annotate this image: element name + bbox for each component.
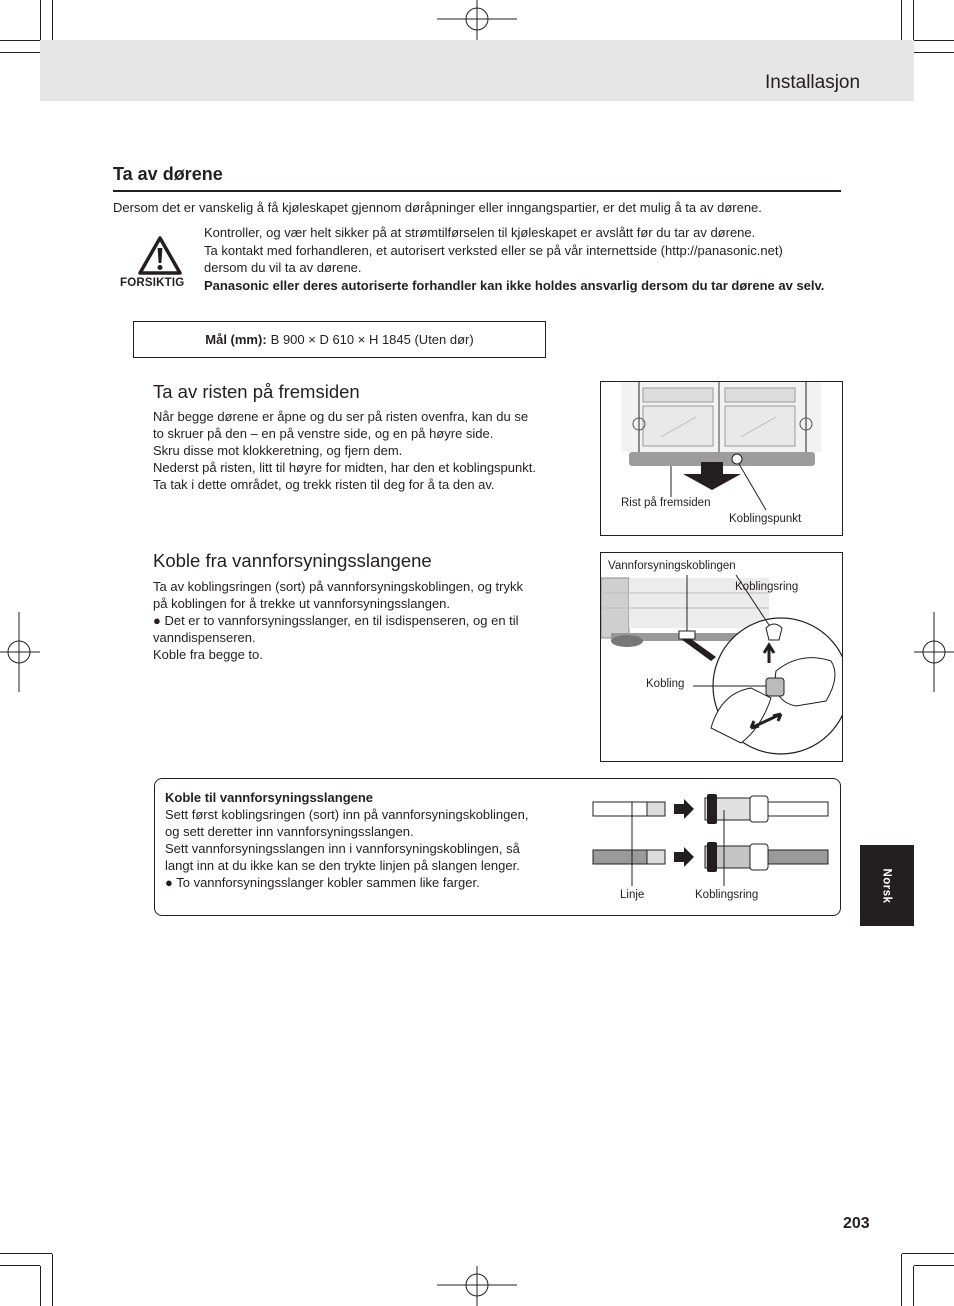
page-number: 203 <box>843 1215 870 1232</box>
crop-mark <box>913 1266 914 1306</box>
text-line: ● To vannforsyningsslanger kobler sammen like farger. <box>165 875 480 890</box>
registration-mark-bottom <box>437 1266 517 1306</box>
warning-triangle-icon <box>138 236 182 276</box>
label-coupling-ring-2: Koblingsring <box>695 889 759 901</box>
grille-illustration <box>601 382 843 536</box>
text-line: langt inn at du ikke kan se den trykte linjen på slangen lenger. <box>165 858 520 873</box>
crop-mark <box>913 0 914 40</box>
section-title: Installasjon <box>765 72 861 93</box>
crop-mark <box>0 1253 52 1254</box>
disconnect-section-text <box>153 578 523 663</box>
text-line: to skruer på den – en på venstre side, og en på høyre side. <box>153 426 494 441</box>
crop-mark <box>901 1254 902 1306</box>
text-line: Sett vannforsyningsslangen inn i vannforsyningskoblingen, så <box>165 841 520 856</box>
dimensions-box <box>133 321 546 358</box>
language-tab <box>860 845 914 926</box>
caution-line: Ta kontakt med forhandleren, et autorisert verksted eller se på vår internettside (http://panasonic.net) <box>204 242 783 258</box>
grille-section-title: Ta av risten på fremsiden <box>153 381 360 402</box>
text-line: vanndispenseren. <box>153 630 256 645</box>
text-line: på koblingen for å trekke ut vannforsyningsslangen. <box>153 596 451 611</box>
text-line: Ta av koblingsringen (sort) på vannforsyningskoblingen, og trykk <box>153 579 523 594</box>
crop-mark <box>52 1254 53 1306</box>
grille-section-text <box>153 408 536 493</box>
heading-rule <box>113 190 841 192</box>
intro-text: Dersom det er vanskelig å få kjøleskapet gjennom døråpninger eller inngangspartier, er det mulig å ta av dørene. <box>113 200 762 215</box>
registration-mark-right <box>914 612 954 692</box>
registration-mark-top <box>437 0 517 40</box>
dimensions-label: Mål (mm): <box>205 332 267 347</box>
crop-mark <box>40 1266 41 1306</box>
disconnect-section-title: Koble fra vannforsyningsslangene <box>153 550 432 571</box>
crop-mark <box>40 0 41 40</box>
text-line: Når begge dørene er åpne og du ser på risten ovenfra, kan du se <box>153 409 529 424</box>
caution-label: FORSIKTIG <box>120 277 185 289</box>
caution-line: Kontroller, og vær helt sikker på at strømtilførselen til kjøleskapet er avslått før du tar av dørene. <box>204 225 756 240</box>
language-tab-label: Norsk <box>880 867 893 904</box>
crop-mark <box>0 40 40 41</box>
label-coupling-ring: Koblingsring <box>735 581 799 593</box>
crop-mark <box>914 40 954 41</box>
caution-line: dersom du vil ta av dørene. <box>204 260 362 275</box>
disconnect-illustration <box>601 553 843 762</box>
page-heading: Ta av dørene <box>113 164 223 184</box>
crop-mark <box>902 1253 954 1254</box>
registration-mark-left <box>0 612 40 692</box>
crop-mark <box>914 1265 954 1266</box>
text-line: ● Det er to vannforsyningsslanger, en til isdispenseren, og en til <box>153 613 519 628</box>
connect-title: Koble til vannforsyningsslangene <box>165 790 374 805</box>
label-water-fitting: Vannforsyningskoblingen <box>608 560 736 572</box>
text-line: Skru disse mot klokkeretning, og fjern dem. <box>153 443 403 458</box>
text-line: og sett deretter inn vannforsyningsslangen. <box>165 824 414 839</box>
label-connector: Kobling <box>646 678 685 690</box>
disconnect-figure <box>600 552 843 762</box>
label-line: Linje <box>620 889 645 901</box>
caution-text <box>204 224 844 294</box>
text-line: Nederst på risten, litt til høyre for midten, har den et koblingspunkt. <box>153 460 536 475</box>
connect-info-text <box>165 789 528 891</box>
text-line: Ta tak i dette området, og trekk risten til deg for å ta den av. <box>153 477 495 492</box>
label-grille: Rist på fremsiden <box>621 497 711 509</box>
hose-connection-illustration <box>590 790 835 890</box>
label-coupling-point: Koblingspunkt <box>729 513 802 525</box>
dimensions-value: B 900 × D 610 × H 1845 (Uten dør) <box>270 332 474 347</box>
grille-figure <box>600 381 843 536</box>
text-line: Koble fra begge to. <box>153 647 263 662</box>
caution-bold: Panasonic eller deres autoriserte forhandler kan ikke holdes ansvarlig dersom du tar dørene av selv. <box>204 277 825 293</box>
text-line: Sett først koblingsringen (sort) inn på vannforsyningskoblingen, <box>165 807 529 822</box>
crop-mark <box>0 1265 40 1266</box>
